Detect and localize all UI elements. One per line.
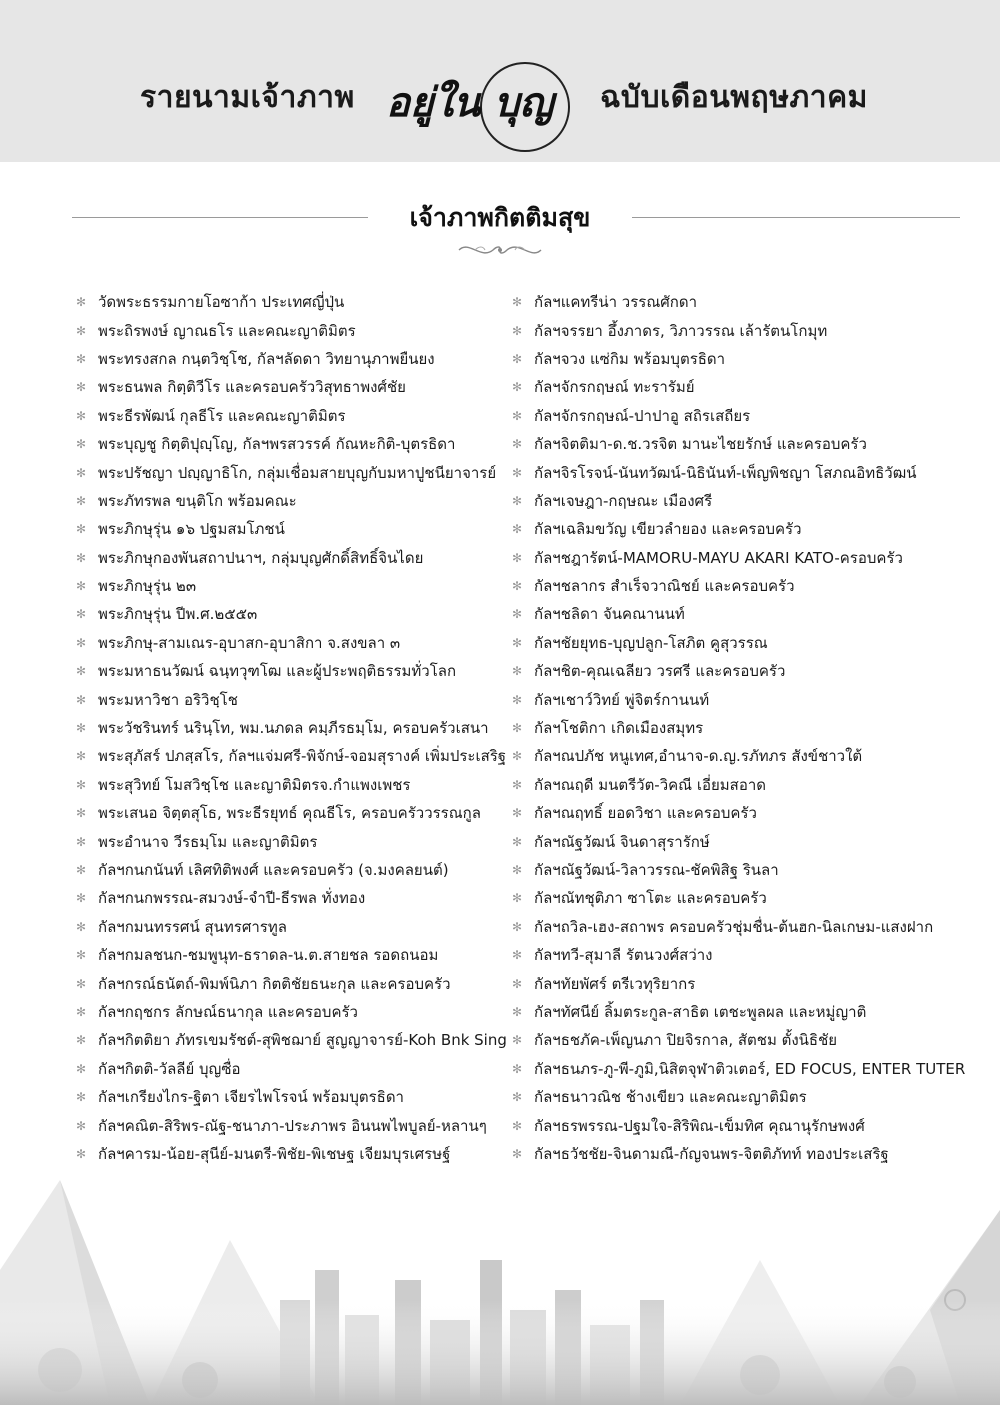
asterisk-bullet-icon: ✻ [76,380,87,395]
sponsor-list-item [76,345,516,373]
asterisk-bullet-icon: ✻ [512,692,523,707]
asterisk-bullet-icon: ✻ [76,1146,87,1161]
sponsor-list-item [76,373,516,401]
sponsor-name: พระมหาวิชา อริวิชฺโช [98,690,238,709]
sponsor-name: กัลฯธวัชชัย-จินดามณี-กัญจนพร-จิตติภัทท์ ทองประเสริฐ [534,1144,889,1163]
sponsor-list-item [512,657,982,685]
asterisk-bullet-icon: ✻ [512,834,523,849]
asterisk-bullet-icon: ✻ [512,749,523,764]
sponsor-list-item [512,345,982,373]
asterisk-bullet-icon: ✻ [512,1146,523,1161]
sponsor-name: กัลฯชฎารัตน์-MAMORU-MAYU AKARI KATO-ครอบครัว [534,548,903,567]
sponsor-list-item [76,458,516,486]
asterisk-bullet-icon: ✻ [512,1033,523,1048]
sponsor-list-item [76,402,516,430]
asterisk-bullet-icon: ✻ [76,579,87,594]
sponsor-list-item [512,430,982,458]
sponsor-list-item [76,742,516,770]
sponsor-list-item [512,827,982,855]
sponsor-list-item [512,629,982,657]
sponsor-list-item [512,685,982,713]
sponsor-name: พระภิกษุรุ่น ๑๖ ปฐมสมโภชน์ [98,520,285,539]
header-banner [0,0,1000,162]
sponsor-name: วัดพระธรรมกายโอซาก้า ประเทศญี่ปุ่น [98,293,345,312]
asterisk-bullet-icon: ✻ [76,437,87,452]
asterisk-bullet-icon: ✻ [76,948,87,963]
sponsor-name: พระบุญชู กิตฺติปุญฺโญ, กัลฯพรสวรรค์ กัณหะกิติ-บุตรธิดา [98,435,456,454]
asterisk-bullet-icon: ✻ [512,465,523,480]
sponsor-name: พระภิกษุกองพันสถาปนาฯ, กลุ่มบุญศักดิ์สิทธิ์จินไดย [98,548,424,567]
sponsor-name: กัลฯกมนทรรศน์ สุนทรศารทูล [98,917,287,936]
sponsor-list-item [512,799,982,827]
asterisk-bullet-icon: ✻ [512,919,523,934]
sponsor-list-item [76,856,516,884]
sponsor-name: กัลฯชัยยุทธ-บุญปลูก-โสภิต คูสุวรรณ [534,633,768,652]
sponsor-list-item [512,316,982,344]
sponsor-name: กัลฯถวิล-เฮง-สถาพร ครอบครัวชุ่มชื่น-ต้นฮก-นิลเกษม-แสงฝาก [534,917,934,936]
sponsor-name: กัลฯณัทชุติภา ซาโตะ และครอบครัว [534,889,767,908]
sponsor-list-item [512,1026,982,1054]
asterisk-bullet-icon: ✻ [512,721,523,736]
sponsor-name: กัลฯชลากร สำเร็จวาณิชย์ และครอบครัว [534,577,795,596]
asterisk-bullet-icon: ✻ [512,635,523,650]
sponsor-list-item [76,316,516,344]
magazine-logo [376,56,596,156]
sponsor-name: กัลฯจิรโรจน์-นันทวัฒน์-นิธินันท์-เพ็ญพิชญา โสภณอิทธิวัฒน์ [534,463,917,482]
asterisk-bullet-icon: ✻ [512,777,523,792]
sponsor-name: กัลฯกฤชกร ลักษณ์ธนากุล และครอบครัว [98,1002,358,1021]
sponsor-list-item [512,487,982,515]
sponsor-list-item [512,1083,982,1111]
asterisk-bullet-icon: ✻ [76,522,87,537]
asterisk-bullet-icon: ✻ [512,380,523,395]
sponsor-list-item [512,544,982,572]
sponsor-name: กัลฯธรพรรณ-ปฐมใจ-สิริพิณ-เข็มทิศ คุณานุรักษพงศ์ [534,1116,865,1135]
sponsor-name: กัลฯชิต-คุณเฉลียว วรศรี และครอบครัว [534,662,786,681]
sponsor-name: พระธีรพัฒน์ กุลธีโร และคณะญาติมิตร [98,406,346,425]
section-title: เจ้าภาพกิตติมสุข [409,203,591,232]
sponsor-list-item [76,714,516,742]
sponsor-list-item [76,941,516,969]
asterisk-bullet-icon: ✻ [76,777,87,792]
sponsor-list-item [512,913,982,941]
sponsor-list-item [76,572,516,600]
asterisk-bullet-icon: ✻ [76,806,87,821]
sponsor-name: กัลฯณัฐวัฒน์ จินดาสุรารักษ์ [534,832,710,851]
asterisk-bullet-icon: ✻ [512,664,523,679]
sponsor-list-item [76,657,516,685]
asterisk-bullet-icon: ✻ [76,465,87,480]
sponsor-name: กัลฯคณิต-สิริพร-ณัฐ-ชนาภา-ประภาพร อินนพไพบูลย์-หลานๆ [98,1116,487,1135]
sponsor-name: พระวัชรินทร์ นรินฺโท, พม.นภดล คมฺภีรธมฺโม, ครอบครัวเสนา [98,719,489,738]
sponsor-name: พระภิกษุรุ่น ปีพ.ศ.๒๕๕๓ [98,605,258,624]
sponsor-list-item [512,572,982,600]
sponsor-name: กัลฯจรรยา อึ้งภาดร, วิภาวรรณ เล้ารัตนโกมุท [534,321,828,340]
sponsor-name: กัลฯกนกพรรณ-สมวงษ์-จำปี-ธีรพล ทั่งทอง [98,889,366,908]
flourish-ornament-icon [455,238,545,262]
sponsor-list-item [76,629,516,657]
sponsor-name: พระอำนาจ วีรธมฺโม และญาติมิตร [98,832,318,851]
sponsor-name: พระมหาธนวัฒน์ ฉนฺทวุฑโฒ และผู้ประพฤติธรรมทั่วโลก [98,662,457,681]
sponsor-name: กัลฯกิตติ-วัลลีย์ บุญซื่อ [98,1059,241,1078]
asterisk-bullet-icon: ✻ [76,749,87,764]
sponsor-list-item [512,941,982,969]
sponsor-name: กัลฯจักรกฤษณ์-ปาปาอู สถิรเสถียร [534,406,751,425]
sponsor-name: กัลฯกมลชนก-ชมพูนุท-ธราดล-น.ต.สายชล รอดถนอม [98,946,439,965]
sponsor-list-item [76,544,516,572]
sponsor-list-item [76,827,516,855]
title-rule-right [632,217,960,218]
sponsor-name: กัลฯจิตติมา-ด.ช.วรจิต มานะไชยรักษ์ และครอบครัว [534,435,867,454]
asterisk-bullet-icon: ✻ [512,948,523,963]
asterisk-bullet-icon: ✻ [512,1118,523,1133]
asterisk-bullet-icon: ✻ [76,1004,87,1019]
logo-word-1: อยู่ใน [386,79,481,126]
sponsor-name: กัลฯเจษฎา-กฤษณะ เมืองศรี [534,491,713,510]
sponsor-name: กัลฯทัยพัศร์ ตรีเวทุริยากร [534,974,696,993]
sponsor-name: พระสุภัสร์ ปภสฺสโร, กัลฯแจ่มศรี-พิจักษ์-จอมสุรางค์ เพิ่มประเสริฐ [98,747,507,766]
sponsor-name: กัลฯเชาว์วิทย์ พู่จิตร์กานนท์ [534,690,710,709]
asterisk-bullet-icon: ✻ [76,834,87,849]
sponsor-name: กัลฯธนาวณิช ช้างเขียว และคณะญาติมิตร [534,1088,807,1107]
asterisk-bullet-icon: ✻ [76,295,87,310]
logo-word-2: บุญ [494,79,554,126]
sponsor-list-item [512,600,982,628]
sponsor-list-item [512,1111,982,1139]
sponsor-name: กัลฯทัศนีย์ ลิ้มตระกูล-สาธิต เตชะพูลผล และหมู่ญาติ [534,1002,867,1021]
asterisk-bullet-icon: ✻ [76,891,87,906]
asterisk-bullet-icon: ✻ [76,919,87,934]
sponsor-name: กัลฯโชติกา เกิดเมืองสมุทร [534,719,704,738]
sponsor-list-item [76,771,516,799]
sponsor-list-item [512,969,982,997]
sponsor-name: กัลฯณฤทธิ์ ยอดวิชา และครอบครัว [534,804,757,823]
sponsor-list-item [76,913,516,941]
sponsor-name: กัลฯธชภัค-เพ็ญนภา ปิยจิรกาล, สัตชม ตั้งนิธิชัย [534,1031,838,1050]
sponsor-name: กัลฯจักรกฤษณ์ ทะรารัมย์ [534,378,695,397]
asterisk-bullet-icon: ✻ [76,550,87,565]
asterisk-bullet-icon: ✻ [512,607,523,622]
asterisk-bullet-icon: ✻ [512,295,523,310]
asterisk-bullet-icon: ✻ [76,607,87,622]
sponsor-name: พระปรัชญา ปญฺญาธิโก, กลุ่มเชื่อมสายบุญกับมหาปูชนียาจารย์ [98,463,497,482]
asterisk-bullet-icon: ✻ [512,891,523,906]
sponsor-name: กัลฯเกรียงไกร-ฐิตา เจียรไพโรจน์ พร้อมบุตรธิดา [98,1088,404,1107]
asterisk-bullet-icon: ✻ [76,635,87,650]
sponsor-list-item [512,714,982,742]
asterisk-bullet-icon: ✻ [512,1090,523,1105]
sponsor-name: กัลฯณัฐวัฒน์-วิลาวรรณ-ชัคพิสิฐ รินลา [534,861,779,879]
sponsor-list-item [512,458,982,486]
sponsor-list-item [76,799,516,827]
sponsor-list-item [76,1026,516,1054]
sponsor-list-item [76,998,516,1026]
sponsor-list-item [76,1083,516,1111]
asterisk-bullet-icon: ✻ [512,437,523,452]
asterisk-bullet-icon: ✻ [512,806,523,821]
sponsor-list-item [512,515,982,543]
asterisk-bullet-icon: ✻ [512,1004,523,1019]
sponsor-list-item [512,998,982,1026]
sponsor-list-item [512,742,982,770]
sponsor-name: กัลฯกรณ์ธนัตถ์-พิมพ์นิภา กิตติชัยธนะกุล และครอบครัว [98,974,451,993]
sponsor-list-item [76,969,516,997]
sponsor-list-item [512,288,982,316]
sponsor-name: กัลฯชลิดา จันคณานนท์ [534,605,685,624]
sponsor-name: กัลฯธนภร-ภู-พี-ภูมิ,นิสิตจุฬาติวเตอร์, ED FOCUS, ENTER TUTER [534,1059,966,1078]
sponsor-list-item [76,1055,516,1083]
sponsor-name: กัลฯเฉลิมขวัญ เขียวลำยอง และครอบครัว [534,520,802,539]
sponsor-list-item [76,288,516,316]
sponsor-name: พระสุวิทย์ โมสวิชฺโช และญาติมิตรจ.กำแพงเพชร [98,775,411,794]
asterisk-bullet-icon: ✻ [512,323,523,338]
sponsor-list-item [76,600,516,628]
crystal-city-footer-art [0,1150,1000,1405]
asterisk-bullet-icon: ✻ [76,408,87,423]
sponsor-list-item [76,515,516,543]
sponsor-list-item [76,487,516,515]
asterisk-bullet-icon: ✻ [76,664,87,679]
sponsor-name: พระทรงสกล กนฺตวิชฺโช, กัลฯลัดดา วิทยานุภาพยืนยง [98,349,435,368]
asterisk-bullet-icon: ✻ [512,408,523,423]
asterisk-bullet-icon: ✻ [76,976,87,991]
asterisk-bullet-icon: ✻ [76,692,87,707]
asterisk-bullet-icon: ✻ [512,976,523,991]
asterisk-bullet-icon: ✻ [76,1033,87,1048]
sponsor-list-item [76,884,516,912]
asterisk-bullet-icon: ✻ [512,1061,523,1076]
sponsor-name: กัลฯณปภัช หนูเทศ,อำนาจ-ด.ญ.รภัทภร สังข์ชาวใต้ [534,747,863,766]
sponsor-list-item [512,373,982,401]
sponsor-name: พระเสนอ จิตฺตสุโธ, พระธีรยุทธ์ คุณธีโร, ครอบครัววรรณกูล [98,804,481,823]
sponsor-list-item [512,1055,982,1083]
asterisk-bullet-icon: ✻ [76,493,87,508]
asterisk-bullet-icon: ✻ [76,721,87,736]
asterisk-bullet-icon: ✻ [512,863,523,877]
sponsor-name: พระภิกษุรุ่น ๒๓ [98,577,197,596]
header-right-title: ฉบับเดือนพฤษภาคม [600,80,868,115]
asterisk-bullet-icon: ✻ [76,1118,87,1133]
sponsor-name: กัลฯทวี-สุมาลี รัตนวงศ์สว่าง [534,946,713,965]
asterisk-bullet-icon: ✻ [512,550,523,565]
sponsor-name: กัลฯกิตติยา ภัทรเขมรัชต์-สุพิชฌาย์ สูญญาจารย์-Koh Bnk Sing [98,1031,507,1050]
asterisk-bullet-icon: ✻ [512,493,523,508]
asterisk-bullet-icon: ✻ [76,351,87,366]
asterisk-bullet-icon: ✻ [512,351,523,366]
asterisk-bullet-icon: ✻ [512,522,523,537]
sponsor-list-item [512,856,982,884]
sponsor-name: พระธนพล กิตฺติวีโร และครอบครัววิสุทธาพงศ์ชัย [98,378,406,397]
sponsor-name: กัลฯคารม-น้อย-สุนีย์-มนตรี-พิชัย-พิเชษฐ เจียมบุรเศรษฐ์ [98,1144,451,1163]
sponsor-name: พระถิรพงษ์ ญาณธโร และคณะญาติมิตร [98,321,356,340]
sponsor-list-item [512,771,982,799]
sponsor-list-item [76,1111,516,1139]
asterisk-bullet-icon: ✻ [76,1090,87,1105]
asterisk-bullet-icon: ✻ [76,1061,87,1076]
sponsor-name: พระภัทรพล ขนฺติโก พร้อมคณะ [98,491,297,510]
sponsor-list-left [76,288,516,1168]
sponsor-list-item [512,402,982,430]
asterisk-bullet-icon: ✻ [512,579,523,594]
sponsor-list-item [76,430,516,458]
sponsor-name: กัลฯแคทรีน่า วรรณศักดา [534,293,698,312]
header-left-title: รายนามเจ้าภาพ [140,80,355,115]
sponsor-list-right [512,288,982,1168]
sponsor-name: กัลฯณฤดี มนตรีวัต-วิคณี เอี่ยมสอาด [534,775,767,794]
asterisk-bullet-icon: ✻ [76,323,87,338]
sponsor-list-item [512,884,982,912]
sponsor-name: พระภิกษุ-สามเณร-อุบาสก-อุบาสิกา จ.สงขลา ๓ [98,633,401,652]
sponsor-name: กัลฯกนกนันท์ เลิศทิติพงศ์ และครอบครัว (จ.มงคลยนต์) [98,861,449,879]
sponsor-list-item [76,685,516,713]
sponsor-name: กัลฯจวง แซ่กิม พร้อมบุตรธิดา [534,349,726,368]
asterisk-bullet-icon: ✻ [76,863,87,877]
